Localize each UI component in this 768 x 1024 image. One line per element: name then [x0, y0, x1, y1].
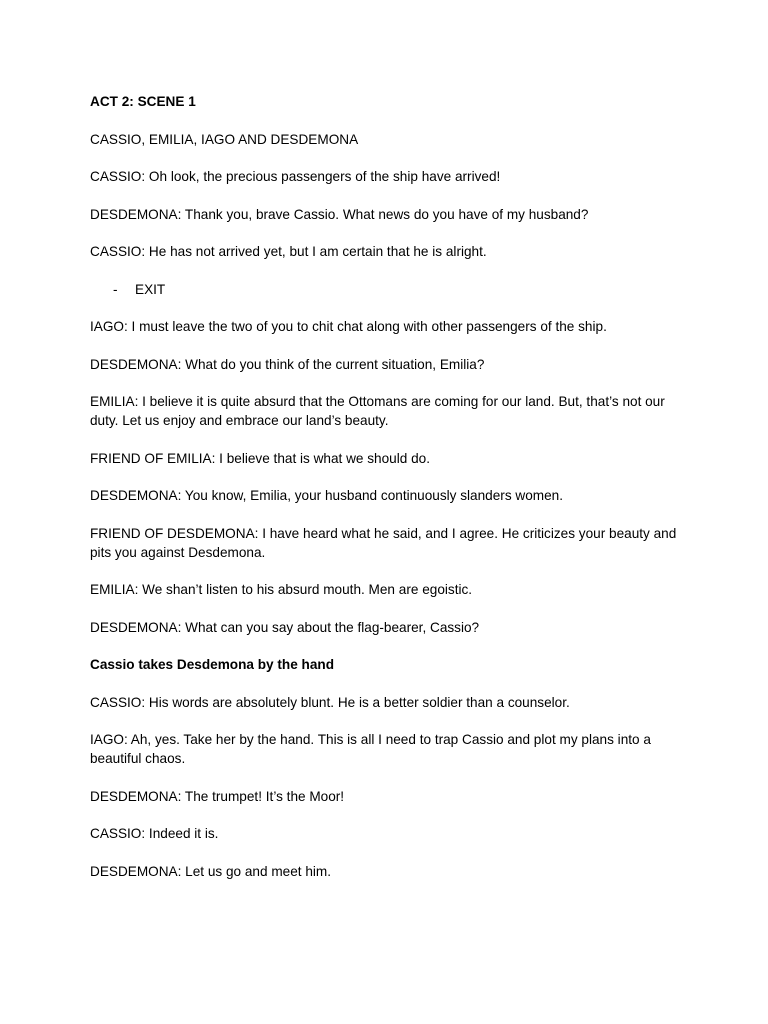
dialogue-line: EMILIA: We shan’t listen to his absurd mouth. Men are egoistic. [90, 582, 473, 597]
scene-heading: ACT 2: SCENE 1 [90, 94, 196, 109]
dialogue-line: DESDEMONA: The trumpet! It’s the Moor! [90, 788, 345, 804]
dialogue-line: IAGO: I must leave the two of you to chit chat along with other passengers of the ship. [90, 319, 607, 334]
exit-bullet [90, 280, 690, 299]
stage-direction: Cassio takes Desdemona by the hand [90, 657, 335, 672]
dialogue-line: DESDEMONA: You know, Emilia, your husband continuously slanders women. [90, 488, 563, 503]
dialogue-line: IAGO: Ah, yes. Take her by the hand. This is all I need to trap Cassio and plot my plans into a beautiful chaos. [90, 732, 651, 766]
dialogue-line: CASSIO: His words are absolutely blunt. He is a better soldier than a counselor. [90, 694, 570, 710]
dialogue-line: CASSIO: Oh look, the precious passengers of the ship have arrived! [90, 169, 501, 184]
cast-list: CASSIO, EMILIA, IAGO AND DESDEMONA [90, 131, 359, 147]
dialogue-line: CASSIO: He has not arrived yet, but I am certain that he is alright. [90, 244, 487, 259]
dialogue-line: EMILIA: I believe it is quite absurd that the Ottomans are coming for our land. But, that’s not our duty. Let us enjoy and embrace our land’s beauty. [90, 394, 665, 428]
dialogue-line: DESDEMONA: What can you say about the flag-bearer, Cassio? [90, 619, 480, 635]
bullet-dash: - [113, 281, 118, 297]
dialogue-line: DESDEMONA: What do you think of the current situation, Emilia? [90, 356, 485, 372]
exit-direction: EXIT [135, 281, 166, 297]
dialogue-line: DESDEMONA: Let us go and meet him. [90, 863, 332, 879]
dialogue-line: FRIEND OF EMILIA: I believe that is what we should do. [90, 450, 430, 466]
document-body [90, 92, 690, 899]
dialogue-line: CASSIO: Indeed it is. [90, 826, 219, 841]
dialogue-line: FRIEND OF DESDEMONA: I have heard what he said, and I agree. He criticizes your beauty and pits you against Desdemona. [90, 525, 677, 560]
dialogue-line: DESDEMONA: Thank you, brave Cassio. What news do you have of my husband? [90, 206, 589, 222]
